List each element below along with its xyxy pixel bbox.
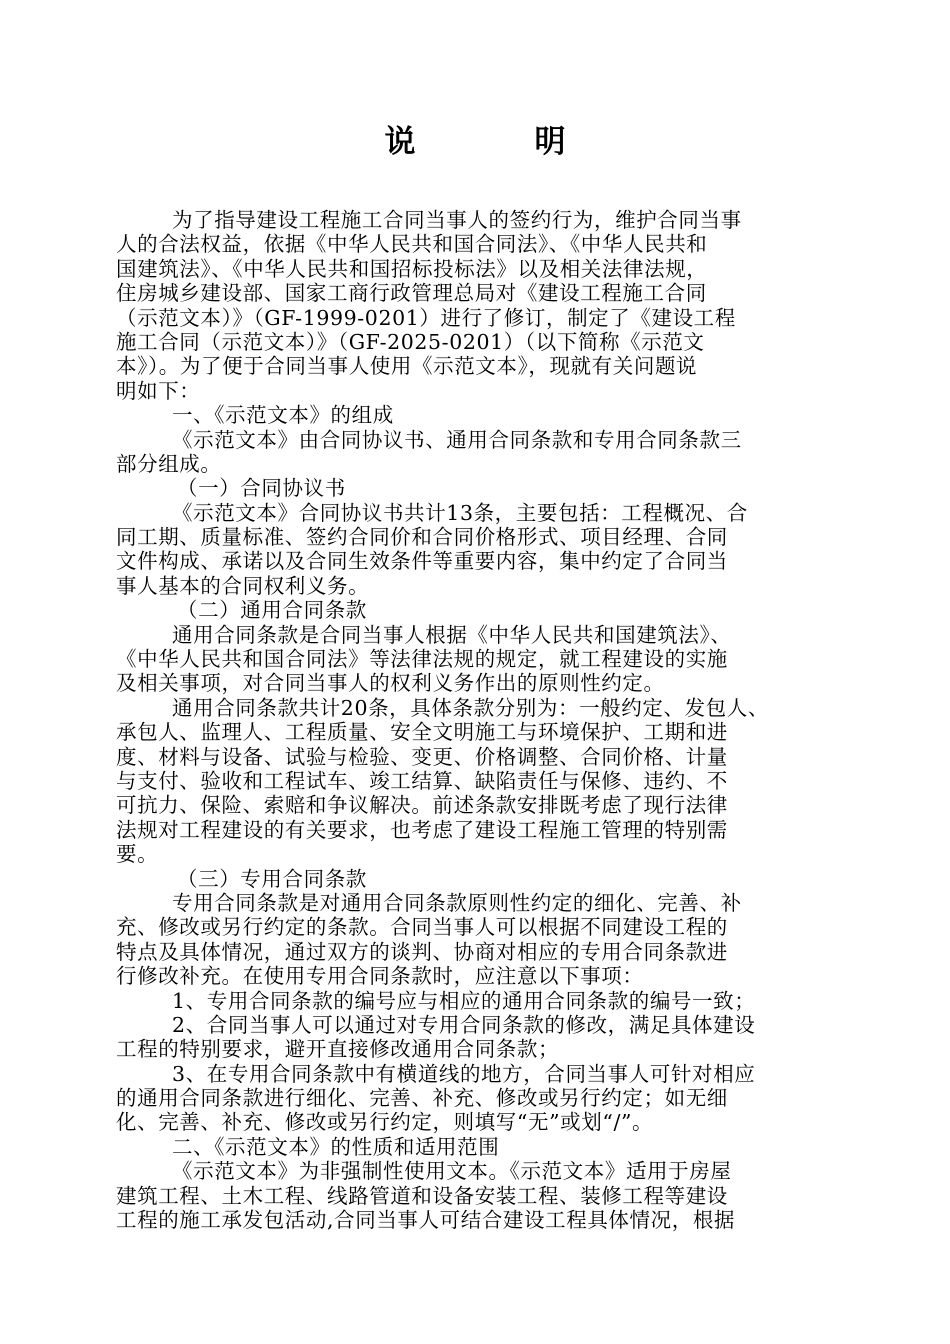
text-line: 1、专用合同条款的编号应与相应的通用合同条款的编号一致； — [172, 988, 756, 1013]
text-line: 通用合同条款是合同当事人根据《中华人民共和国建筑法》、 — [172, 622, 732, 647]
text-line: 二、《示范文本》的性质和适用范围 — [172, 1134, 500, 1159]
text-line: （示范文本）》（GF-1999-0201）进行了修订，制定了《建设工程 — [116, 305, 736, 330]
page-title: 说 明 — [384, 124, 610, 160]
text-line: 部分组成。 — [116, 451, 222, 476]
text-line: 3、在专用合同条款中有横道线的地方，合同当事人可针对相应 — [172, 1061, 756, 1086]
text-line: 专用合同条款是对通用合同条款原则性约定的细化、完善、补 — [172, 890, 742, 915]
text-line: 《中华人民共和国合同法》等法律法规的规定，就工程建设的实施 — [116, 647, 728, 672]
text-line: 文件构成、承诺以及合同生效条件等重要内容，集中约定了合同当 — [116, 549, 728, 574]
text-line: 建筑工程、土木工程、线路管道和设备安装工程、装修工程等建设 — [116, 1183, 728, 1208]
text-line: 通用合同条款共计20条，具体条款分别为：一般约定、发包人、 — [172, 695, 769, 720]
text-line: 为了指导建设工程施工合同当事人的签约行为，维护合同当事 — [172, 208, 742, 232]
text-line: 国建筑法》、《中华人民共和国招标投标法》以及相关法律法规， — [116, 256, 708, 281]
text-line: 人的合法权益，依据《中华人民共和国合同法》、《中华人民共和 — [116, 232, 708, 257]
text-line: 特点及具体情况，通过双方的谈判、协商对相应的专用合同条款进 — [116, 939, 728, 964]
text-line: （一）合同协议书 — [177, 476, 346, 501]
text-line: 与支付、验收和工程试车、竣工结算、缺陷责任与保修、违约、不 — [116, 768, 728, 793]
text-line: 化、完善、补充、修改或另行约定，则填写“无”或划“/”。 — [116, 1110, 654, 1135]
text-line: 充、修改或另行约定的条款。合同当事人可以根据不同建设工程的 — [116, 915, 728, 940]
text-line: 住房城乡建设部、国家工商行政管理总局对《建设工程施工合同 — [116, 281, 707, 306]
text-line: （三）专用合同条款 — [177, 866, 367, 891]
text-line: 同工期、质量标准、签约合同价和合同价格形式、项目经理、合同 — [116, 525, 728, 550]
text-line: 法规对工程建设的有关要求，也考虑了建设工程施工管理的特别需 — [116, 817, 728, 842]
text-line: 一、《示范文本》的组成 — [172, 403, 394, 428]
text-line: 行修改补充。在使用专用合同条款时，应注意以下事项： — [116, 964, 644, 989]
text-line: 工程的特别要求，避开直接修改通用合同条款； — [116, 1037, 560, 1062]
text-line: 《示范文本》由合同协议书、通用合同条款和专用合同条款三 — [172, 427, 742, 452]
text-line: 的通用合同条款进行细化、完善、补充、修改或另行约定；如无细 — [116, 1086, 728, 1111]
text-line: 及相关事项，对合同当事人的权利义务作出的原则性约定。 — [116, 671, 665, 696]
text-line: 施工合同（示范文本）》（GF-2025-0201）（以下简称《示范文 — [116, 329, 705, 354]
text-line: 工程的施工承发包活动,合同当事人可结合建设工程具体情况，根据 — [116, 1208, 736, 1233]
text-line: 《示范文本》合同协议书共计13条，主要包括：工程概况、合 — [172, 500, 748, 525]
document-body — [116, 208, 838, 1232]
text-line: 事人基本的合同权利义务。 — [116, 573, 370, 598]
text-line: 可抗力、保险、索赔和争议解决。前述条款安排既考虑了现行法律 — [116, 793, 728, 818]
text-line: 要。 — [116, 842, 159, 867]
text-line: 承包人、监理人、工程质量、安全文明施工与环境保护、工期和进 — [116, 720, 728, 745]
text-line: 2、合同当事人可以通过对专用合同条款的修改，满足具体建设 — [172, 1012, 756, 1037]
text-line: 度、材料与设备、试验与检验、变更、价格调整、合同价格、计量 — [116, 744, 728, 769]
text-line: 本》）。为了便于合同当事人使用《示范文本》，现就有关问题说 — [116, 354, 698, 379]
text-line: 明如下： — [116, 378, 201, 403]
text-line: 《示范文本》为非强制性使用文本。《示范文本》适用于房屋 — [172, 1159, 732, 1184]
text-line: （二）通用合同条款 — [177, 598, 367, 623]
